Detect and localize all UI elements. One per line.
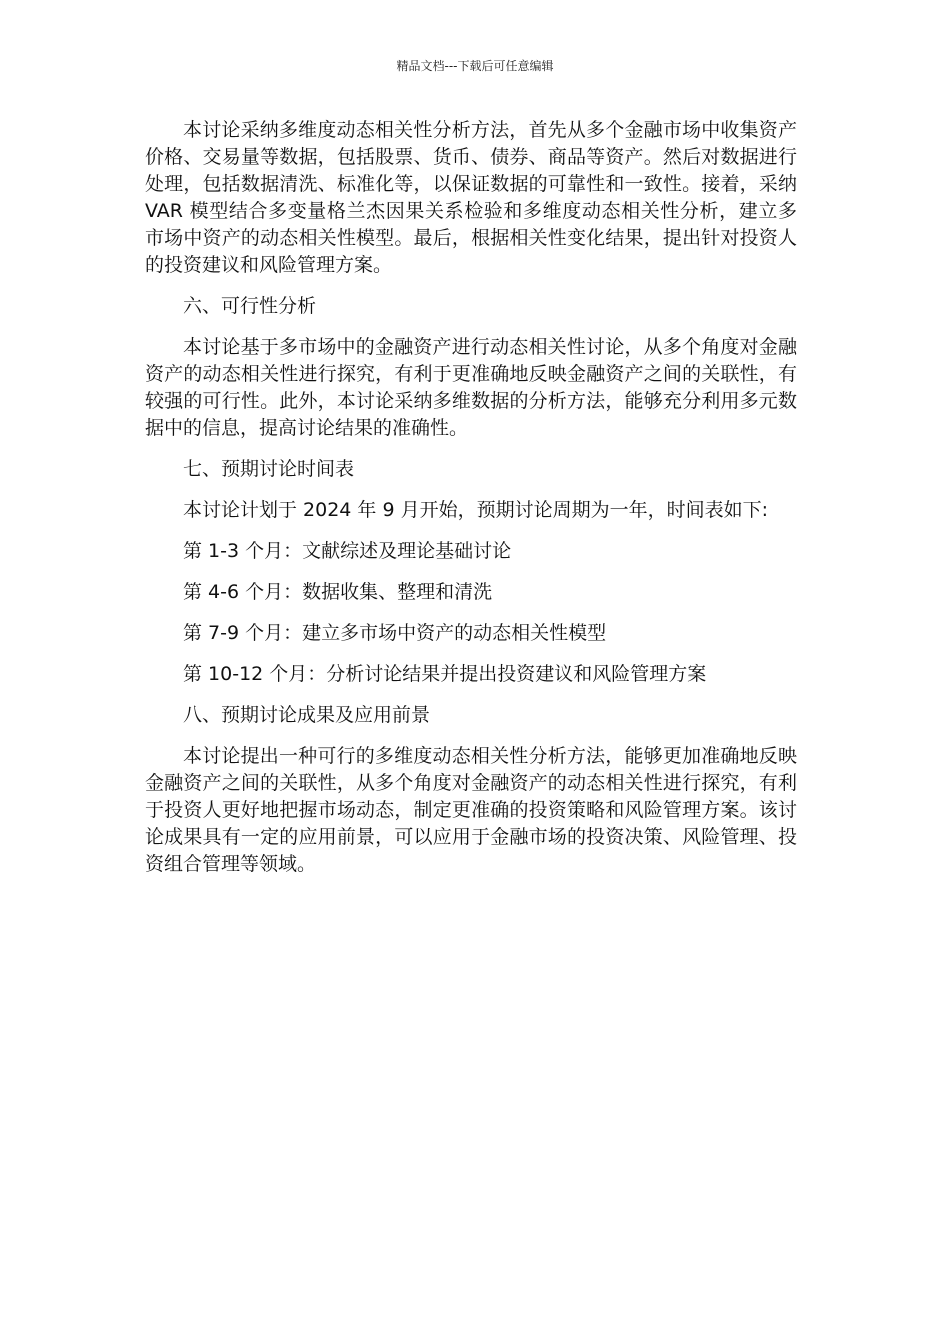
schedule-item: 第 4-6 个月：数据收集、整理和清洗 — [183, 581, 493, 603]
section-heading-feasibility: 六、可行性分析 — [183, 295, 317, 317]
document-body — [145, 117, 797, 878]
paragraph-outcomes: 本讨论提出一种可行的多维度动态相关性分析方法，能够更加准确地反映金融资产之间的关联性，从多个角度对金融资产的动态相关性进行探究，有利于投资人更好地把握市场动态，制定更准确的投资策略和风险管理方案。该讨论成果具有一定的应用前景，可以应用于金融市场的投资决策、风险管理、投资组合管理等领域。 — [145, 745, 797, 875]
paragraph-timeline-intro: 本讨论计划于 2024 年 9 月开始，预期讨论周期为一年，时间表如下: — [183, 499, 769, 521]
schedule-item: 第 10-12 个月：分析讨论结果并提出投资建议和风险管理方案 — [183, 663, 707, 685]
schedule-item: 第 1-3 个月：文献综述及理论基础讨论 — [183, 540, 512, 562]
section-heading-timeline: 七、预期讨论时间表 — [183, 458, 355, 480]
paragraph-feasibility: 本讨论基于多市场中的金融资产进行动态相关性讨论，从多个角度对金融资产的动态相关性进行探究，有利于更准确地反映金融资产之间的关联性，有较强的可行性。此外，本讨论采纳多维数据的分析方法，能够充分利用多元数据中的信息，提高讨论结果的准确性。 — [145, 336, 797, 439]
schedule-item: 第 7-9 个月：建立多市场中资产的动态相关性模型 — [183, 622, 607, 644]
section-heading-outcomes: 八、预期讨论成果及应用前景 — [183, 704, 431, 726]
paragraph-methodology: 本讨论采纳多维度动态相关性分析方法，首先从多个金融市场中收集资产价格、交易量等数据，包括股票、货币、债券、商品等资产。然后对数据进行处理，包括数据清洗、标准化等，以保证数据的可靠性和一致性。接着，采纳 VAR 模型结合多变量格兰杰因果关系检验和多维度动态相关性分析，建立多市场中资产的动态相关性模型。最后，根据相关性变化结果，提出针对投资人的投资建议和风险管理方案。 — [145, 119, 797, 276]
page-header: 精品文档---下载后可任意编辑 — [396, 59, 554, 73]
